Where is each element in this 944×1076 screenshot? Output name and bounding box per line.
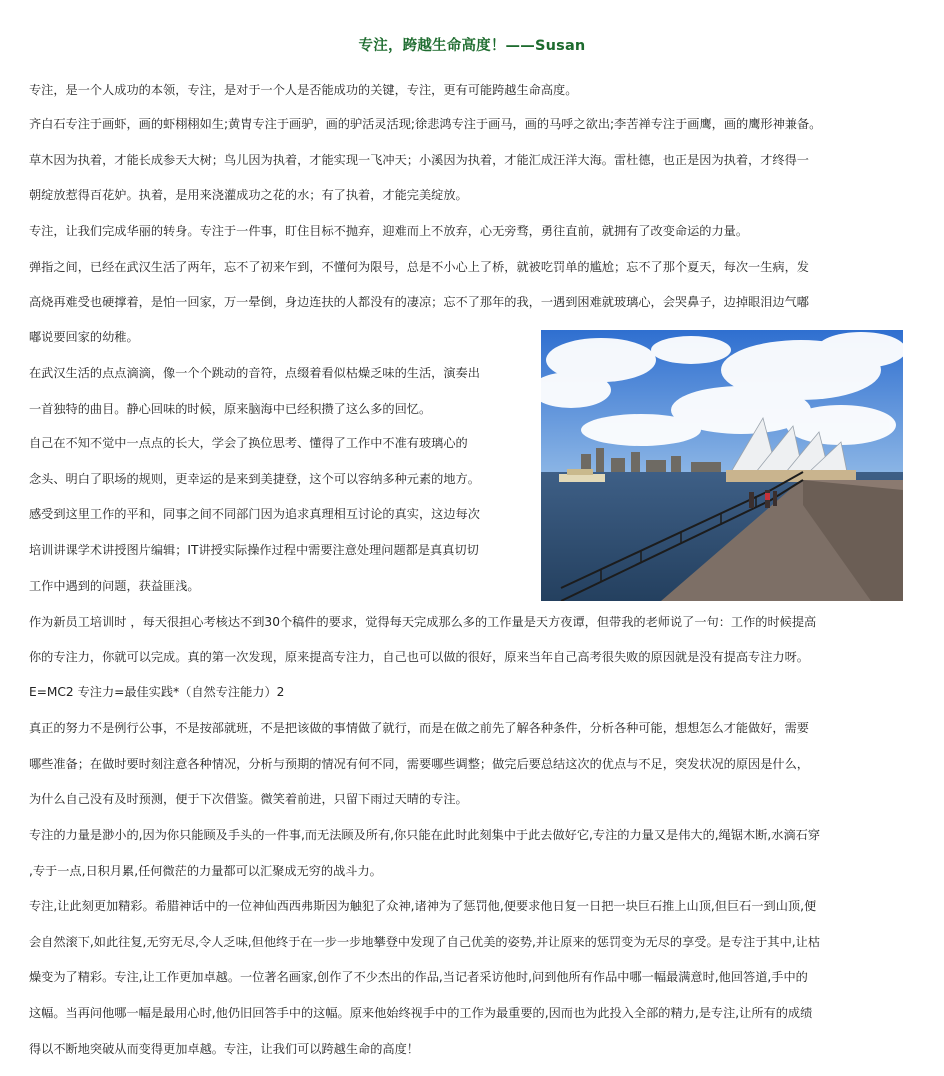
paragraph-line: 一首独特的曲目。静心回味的时候，原来脑海中已经积攒了这么多的回忆。: [29, 402, 432, 416]
paragraph-line: ,专于一点,日积月累,任何微茫的力量都可以汇聚成无穷的战斗力。: [29, 864, 382, 878]
paragraph-line: 为什么自己没有及时预测，便于下次借鉴。微笑着前进，只留下雨过天晴的专注。: [29, 792, 468, 806]
page-title: 专注，跨越生命高度！——Susan: [358, 38, 586, 54]
paragraph-line: 得以不断地突破从而变得更加卓越。专注，让我们可以跨越生命的高度！: [29, 1042, 419, 1056]
paragraph-line: 自己在不知不觉中一点点的长大，学会了换位思考、懂得了工作中不准有玻璃心的: [29, 436, 468, 450]
paragraph-line: 在武汉生活的点点滴滴，像一个个跳动的音符，点缀着看似枯燥乏味的生活，演奏出: [29, 366, 480, 380]
paragraph-line: 齐白石专注于画虾，画的虾栩栩如生;黄胄专注于画驴，画的驴活灵活现;徐悲鸿专注于画马，画的马呼之欲出;李苦禅专注于画鹰，画的鹰形神兼备。: [29, 117, 822, 131]
paragraph-line: 作为新员工培训时 ，每天很担心考核达不到30个稿件的要求，觉得每天完成那么多的工作量是天方夜谭，但带我的老师说了一句：工作的时候提高: [29, 615, 817, 629]
harbour-photo: [541, 330, 903, 601]
paragraph-line: 专注的力量是渺小的,因为你只能顾及手头的一件事,而无法顾及所有,你只能在此时此刻集中于此去做好它,专注的力量又是伟大的,绳锯木断,水滴石穿: [29, 828, 821, 842]
paragraph-line: 哪些准备；在做时要时刻注意各种情况，分析与预期的情况有何不同，需要哪些调整；做完后要总结这次的优点与不足，突发状况的原因是什么，: [29, 757, 809, 771]
paragraph-line: 培训讲课学术讲授图片编辑；IT讲授实际操作过程中需要注意处理问题都是真真切切: [29, 543, 479, 557]
paragraph-line: 你的专注力，你就可以完成。真的第一次发现，原来提高专注力，自己也可以做的很好，原来当年自己高考很失败的原因就是没有提高专注力呀。: [29, 650, 809, 664]
paragraph-line: 专注，是一个人成功的本领，专注，是对于一个人是否能成功的关键，专注，更有可能跨越生命高度。: [29, 83, 578, 97]
paragraph-line: 燥变为了精彩。专注,让工作更加卓越。一位著名画家,创作了不少杰出的作品,当记者采访他时,问到他所有作品中哪一幅最满意时,他回答道,手中的: [29, 970, 808, 984]
paragraph-line: 工作中遇到的问题，获益匪浅。: [29, 579, 200, 593]
paragraph-line: 朝绽放惹得百花妒。执着，是用来浇灌成功之花的水；有了执着，才能完美绽放。: [29, 188, 468, 202]
paragraph-line: 真正的努力不是例行公事，不是按部就班，不是把该做的事情做了就行，而是在做之前先了解各种条件，分析各种可能，想想怎么才能做好，需要: [29, 721, 809, 735]
paragraph-line: 草木因为执着，才能长成参天大树；鸟儿因为执着，才能实现一飞冲天；小溪因为执着，才能汇成汪洋大海。雷杜德，也正是因为执着，才终得一: [29, 153, 809, 167]
paragraph-line: 专注,让此刻更加精彩。希腊神话中的一位神仙西西弗斯因为触犯了众神,诸神为了惩罚他,便要求他日复一日把一块巨石推上山顶,但巨石一到山顶,便: [29, 899, 817, 913]
paragraph-line: 这幅。当再问他哪一幅是最用心时,他仍旧回答手中的这幅。原来他始终视手中的工作为最重要的,因而也为此投入全部的精力,是专注,让所有的成绩: [29, 1006, 813, 1020]
formula-line: E=MC2 专注力=最佳实践*（自然专注能力）2: [29, 685, 285, 699]
paragraph-line: 会自然滚下,如此往复,无穷无尽,令人乏味,但他终于在一步一步地攀登中发现了自己优美的姿势,并让原来的惩罚变为无尽的享受。是专注于其中,让枯: [29, 935, 821, 949]
paragraph-line: 念头、明白了职场的规则，更幸运的是来到美捷登，这个可以容纳多种元素的地方。: [29, 472, 480, 486]
paragraph-line: 感受到这里工作的平和，同事之间不同部门因为追求真理相互讨论的真实，这边每次: [29, 507, 480, 521]
paragraph-line: 嘟说要回家的幼稚。: [29, 330, 139, 344]
paragraph-line: 高烧再难受也硬撑着，是怕一回家，万一晕倒，身边连扶的人都没有的凄凉；忘不了那年的我，一遇到困难就玻璃心，会哭鼻子，边掉眼泪边气嘟: [29, 295, 809, 309]
paragraph-line: 专注，让我们完成华丽的转身。专注于一件事，盯住目标不抛弃，迎难而上不放弃，心无旁骛，勇往直前，就拥有了改变命运的力量。: [29, 224, 749, 238]
paragraph-line: 弹指之间，已经在武汉生活了两年，忘不了初来乍到，不懂何为限号，总是不小心上了桥，就被吃罚单的尴尬；忘不了那个夏天，每次一生病，发: [29, 260, 809, 274]
